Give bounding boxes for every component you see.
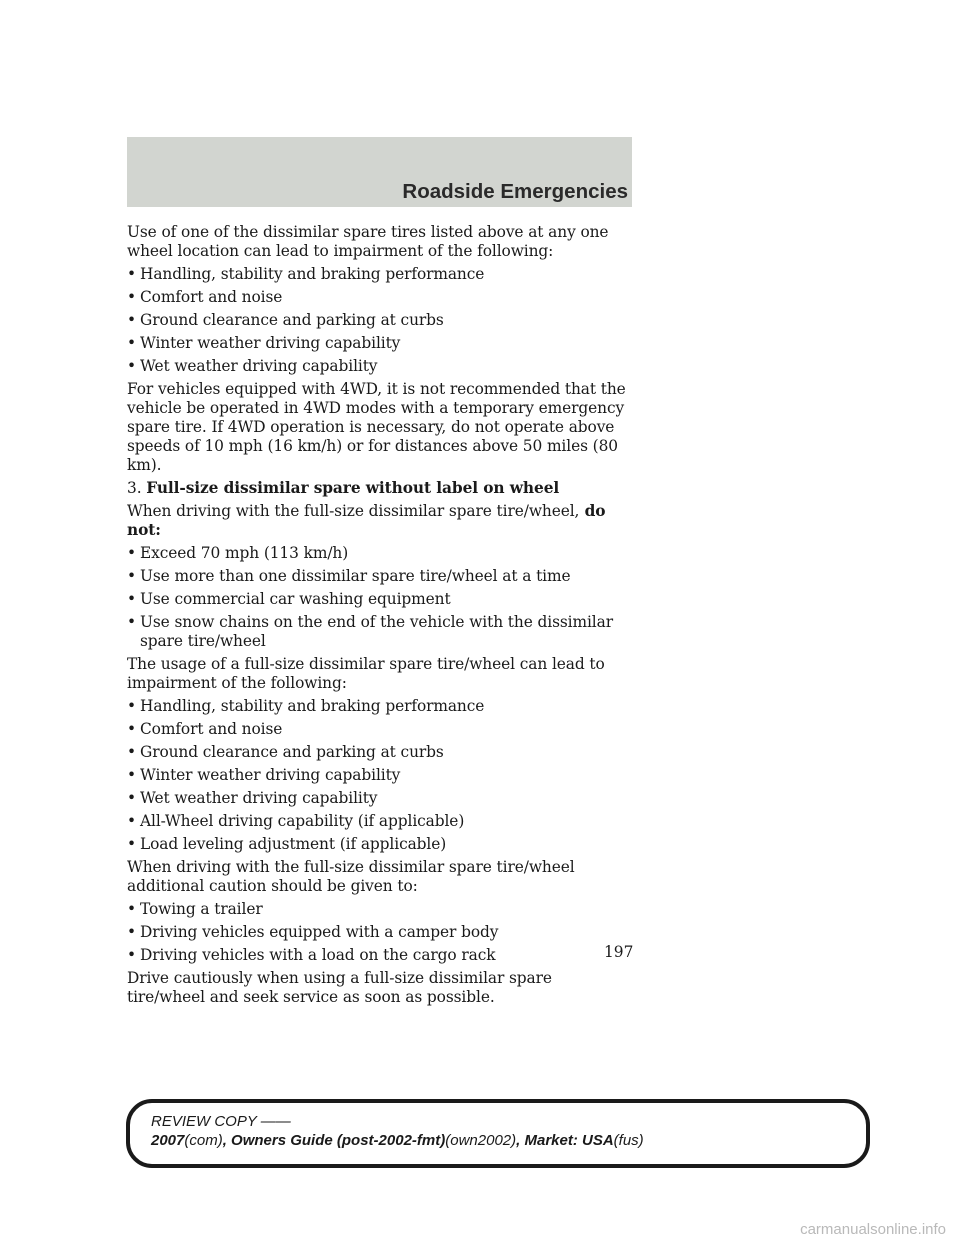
numbered-heading bbox=[127, 479, 632, 498]
heading-text: Full-size dissimilar spare without label on wheel bbox=[146, 479, 560, 497]
footer-document-info bbox=[151, 1132, 644, 1149]
footer-com: (com) bbox=[184, 1132, 223, 1149]
bullet-item bbox=[127, 900, 632, 919]
bullet-text: Towing a trailer bbox=[140, 900, 263, 918]
bullet-text: Wet weather driving capability bbox=[140, 789, 378, 807]
bullet-text: Wet weather driving capability bbox=[140, 357, 378, 375]
bullet-text: Winter weather driving capability bbox=[140, 766, 401, 784]
bullet-text: Use commercial car washing equipment bbox=[140, 590, 451, 608]
bullet-item bbox=[127, 613, 632, 651]
bullet-item bbox=[127, 334, 632, 353]
bullet-glyph: • bbox=[127, 789, 136, 807]
bullet-glyph: • bbox=[127, 900, 136, 918]
footer-guide-name: , Owners Guide (post-2002-fmt) bbox=[222, 1132, 446, 1149]
paragraph-text: When driving with the full-size dissimilar spare tire/wheel, bbox=[127, 502, 580, 520]
bullet-glyph: • bbox=[127, 946, 136, 964]
bullet-item bbox=[127, 835, 632, 854]
footer-review-copy: REVIEW COPY —— bbox=[151, 1113, 291, 1130]
footer-market-label: , Market: bbox=[516, 1132, 582, 1149]
review-copy-footer bbox=[126, 1099, 870, 1168]
bullet-text: Use more than one dissimilar spare tire/wheel at a time bbox=[140, 567, 571, 585]
bullet-text: Handling, stability and braking performance bbox=[140, 265, 485, 283]
bullet-glyph: • bbox=[127, 812, 136, 830]
bullet-item bbox=[127, 697, 632, 716]
bullet-glyph: • bbox=[127, 265, 136, 283]
bullet-item bbox=[127, 544, 632, 563]
paragraph: Use of one of the dissimilar spare tires listed above at any one wheel location can lead to impairment of the following: bbox=[127, 223, 609, 260]
bullet-glyph: • bbox=[127, 743, 136, 761]
paragraph: When driving with the full-size dissimilar spare tire/wheel additional caution should be given to: bbox=[127, 858, 575, 895]
bullet-glyph: • bbox=[127, 567, 136, 585]
paragraph bbox=[127, 502, 632, 540]
bullet-glyph: • bbox=[127, 720, 136, 738]
watermark: carmanualsonline.info bbox=[800, 1221, 946, 1238]
bullet-item bbox=[127, 946, 632, 965]
page-body bbox=[127, 223, 632, 1011]
footer-own: (own2002) bbox=[445, 1132, 517, 1149]
bullet-text: Load leveling adjustment (if applicable) bbox=[140, 835, 447, 853]
bullet-item bbox=[127, 357, 632, 376]
page-number: 197 bbox=[604, 943, 634, 961]
paragraph-bold-text: do not: bbox=[127, 502, 606, 539]
bullet-glyph: • bbox=[127, 923, 136, 941]
footer-year: 2007 bbox=[151, 1132, 185, 1149]
bullet-item bbox=[127, 743, 632, 762]
bullet-item bbox=[127, 590, 632, 609]
bullet-text: Driving vehicles with a load on the cargo rack bbox=[140, 946, 496, 964]
bullet-text: All-Wheel driving capability (if applicable) bbox=[140, 812, 465, 830]
bullet-item bbox=[127, 311, 632, 330]
bullet-text: Use snow chains on the end of the vehicle with the dissimilar spare tire/wheel bbox=[140, 613, 613, 650]
bullet-text: Winter weather driving capability bbox=[140, 334, 401, 352]
footer-market: USA bbox=[582, 1132, 614, 1149]
bullet-item bbox=[127, 567, 632, 586]
bullet-text: Exceed 70 mph (113 km/h) bbox=[140, 544, 349, 562]
bullet-glyph: • bbox=[127, 334, 136, 352]
bullet-glyph: • bbox=[127, 590, 136, 608]
bullet-text: Driving vehicles equipped with a camper body bbox=[140, 923, 499, 941]
bullet-text: Comfort and noise bbox=[140, 720, 283, 738]
bullet-text: Ground clearance and parking at curbs bbox=[140, 311, 444, 329]
bullet-text: Comfort and noise bbox=[140, 288, 283, 306]
bullet-item bbox=[127, 923, 632, 942]
bullet-text: Ground clearance and parking at curbs bbox=[140, 743, 444, 761]
bullet-item bbox=[127, 720, 632, 739]
paragraph: Drive cautiously when using a full-size dissimilar spare tire/wheel and seek service as soon as possible. bbox=[127, 969, 552, 1006]
paragraph: The usage of a full-size dissimilar spare tire/wheel can lead to impairment of the following: bbox=[127, 655, 605, 692]
bullet-item bbox=[127, 265, 632, 284]
section-header-band bbox=[127, 137, 632, 207]
bullet-glyph: • bbox=[127, 613, 136, 631]
bullet-glyph: • bbox=[127, 697, 136, 715]
footer-fus: (fus) bbox=[613, 1132, 644, 1149]
bullet-item bbox=[127, 812, 632, 831]
bullet-glyph: • bbox=[127, 311, 136, 329]
bullet-item bbox=[127, 789, 632, 808]
heading-number: 3. bbox=[127, 479, 147, 497]
bullet-glyph: • bbox=[127, 288, 136, 306]
bullet-item bbox=[127, 766, 632, 785]
bullet-glyph: • bbox=[127, 357, 136, 375]
bullet-item bbox=[127, 288, 632, 307]
bullet-glyph: • bbox=[127, 544, 136, 562]
paragraph: For vehicles equipped with 4WD, it is not recommended that the vehicle be operated in 4WD modes with a temporary emergency spare tire. If 4WD operation is necessary, do not operate above speeds of 10 mph (16 km/h) or for distances above 50 miles (80 km). bbox=[127, 380, 626, 474]
section-title: Roadside Emergencies bbox=[402, 180, 628, 203]
bullet-glyph: • bbox=[127, 835, 136, 853]
bullet-glyph: • bbox=[127, 766, 136, 784]
bullet-text: Handling, stability and braking performance bbox=[140, 697, 485, 715]
